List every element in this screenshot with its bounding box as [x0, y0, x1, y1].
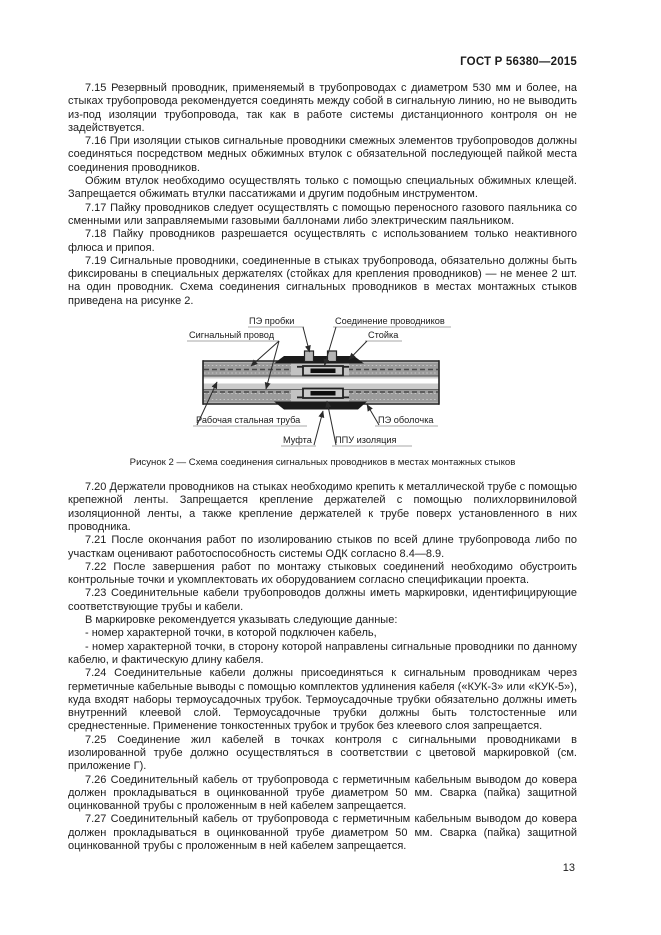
coupling-top: [274, 356, 364, 364]
paragraph-7-15: 7.15 Резервный проводник, применяемый в трубопроводах с диаметром 530 мм и более, на стыках трубопровода рекомендуется соединять между собой в сигнальную линию, но не выводить из-под изоляции трубопровода, так как в работе системы дистанционного контроля он не задействуется.: [68, 82, 577, 134]
coupling-bottom: [274, 402, 367, 410]
paragraph-7-26: 7.26 Соединительный кабель от трубопровода с герметичным кабельным выводом до ковера должен прокладываться в оцинкованной трубе диаметром 50 мм. Сварка (пайка) защитной оцинкованной трубы с проложенным в ней кабелем запрещается.: [68, 773, 577, 813]
paragraph-7-22: 7.22 После завершения работ по монтажу стыковых соединений необходимо обустроить контрольные точки и укомплектовать их оборудованием согласно спецификации проекта.: [68, 560, 577, 587]
label-pe-plugs: ПЭ пробки: [249, 316, 295, 327]
document-code-header: ГОСТ Р 56380—2015: [460, 56, 577, 68]
steel-pipe-highlight: [203, 379, 439, 384]
label-steel-pipe: Рабочая стальная труба: [196, 415, 301, 426]
paragraph-7-17: 7.17 Пайку проводников следует осуществлять с помощью переносного газового паяльника со сменными или заправляемыми газовыми баллонами либо электрическим паяльником.: [68, 201, 577, 227]
page-number: 13: [562, 862, 575, 875]
label-coupling: Муфта: [283, 435, 312, 446]
paragraph-7-21: 7.21 После окончания работ по изолированию стыков по всей длине трубопровода либо по участкам оценивают работоспособность системы ОДК согласно 8.4—8.9.: [68, 534, 577, 560]
label-stand: Стойка: [368, 330, 399, 341]
list-item-marking-1: - номер характерной точки, в которой подключен кабель,: [85, 627, 377, 640]
label-pe-sheath: ПЭ оболочка: [378, 415, 434, 426]
paragraph-7-19: 7.19 Сигнальные проводники, соединенные в стыках трубопровода, обязательно должны быть фиксированы в специальных держателях (стойках для крепления проводников) — не менее 2 шт. на один проводник. Схема соединения сигнальных проводников в местах монтажных стыков приведена на рисунке 2.: [68, 254, 577, 307]
label-conductor-connection: Соединение проводников: [335, 316, 445, 327]
label-pur-insulation: ППУ изоляция: [335, 435, 397, 446]
pe-plug-left: [305, 351, 314, 362]
label-signal-wire: Сигнальный провод: [189, 330, 275, 341]
paragraph-7-20: 7.20 Держатели проводников на стыках необходимо крепить к металлической трубе с помощью крепежной ленты. Запрещается крепление держателей с помощью полихлорвиниловой изоляционной ленты, а также крепление держателей к трубе поверх установленного в них проводника.: [68, 481, 577, 533]
paragraph-7-23: 7.23 Соединительные кабели трубопроводов должны иметь маркировки, идентифицирующие соответствующие трубы и кабели.: [68, 587, 577, 613]
body-text: [68, 82, 577, 853]
paragraph-marking-intro: В маркировке рекомендуется указывать следующие данные:: [85, 614, 398, 627]
paragraph-crimping-note: Обжим втулок необходимо осуществлять только с помощью специальных обжимных клещей. Запрещается обжимать втулки пассатижами и другим подобным инструментом.: [68, 175, 577, 201]
figure-2-caption: Рисунок 2 — Схема соединения сигнальных проводников в местах монтажных стыков: [129, 457, 516, 469]
conductor-connection-bar-top: [311, 369, 336, 374]
pipe-joint-diagram: [163, 313, 513, 453]
conductor-connection-bar-bottom: [311, 391, 336, 396]
paragraph-7-16: 7.16 При изоляции стыков сигнальные проводники смежных элементов трубопроводов должны соединяться посредством медных обжимных втулок с обязательной последующей пайкой места соединения проводников.: [68, 135, 577, 174]
paragraph-7-27: 7.27 Соединительный кабель от трубопровода с герметичным кабельным выводом до ковера должен прокладываться в оцинкованной трубе диаметром 50 мм. Сварка (пайка) защитной оцинкованной трубы с проложенным в ней кабелем запрещается.: [68, 813, 577, 853]
list-item-marking-2: - номер характерной точки, в сторону которой направлены сигнальные проводники по данному кабелю, и фактическую длину кабеля.: [68, 640, 577, 666]
paragraph-7-25: 7.25 Соединение жил кабелей в точках контроля с сигнальными проводниками в изолированной трубе должно осуществляться в соответствии с цветовой маркировкой (см. приложение Г).: [68, 733, 577, 773]
figure-2: [163, 313, 513, 453]
leader-stand: [349, 341, 367, 360]
leader-coupling: [314, 411, 323, 445]
paragraph-7-24: 7.24 Соединительные кабели должны присоединяться к сигнальным проводникам через герметичные кабельные выводы с помощью комплектов удлинения кабеля («КУК-3» или «КУК-5»), куда входят наборы термоусадочных трубок. Термоусадочные трубки обязательно должны иметь внутренний клеевой слой. Термоусадочные трубки должны быть толстостенные или среднестенные. Применение тонкостенных трубок и трубок без клеевого слоя запрещается.: [68, 667, 577, 733]
paragraph-7-18: 7.18 Пайку проводников разрешается осуществлять с использованием только неактивного флюса и припоя.: [68, 228, 577, 254]
leader-pe-plugs: [303, 327, 310, 352]
